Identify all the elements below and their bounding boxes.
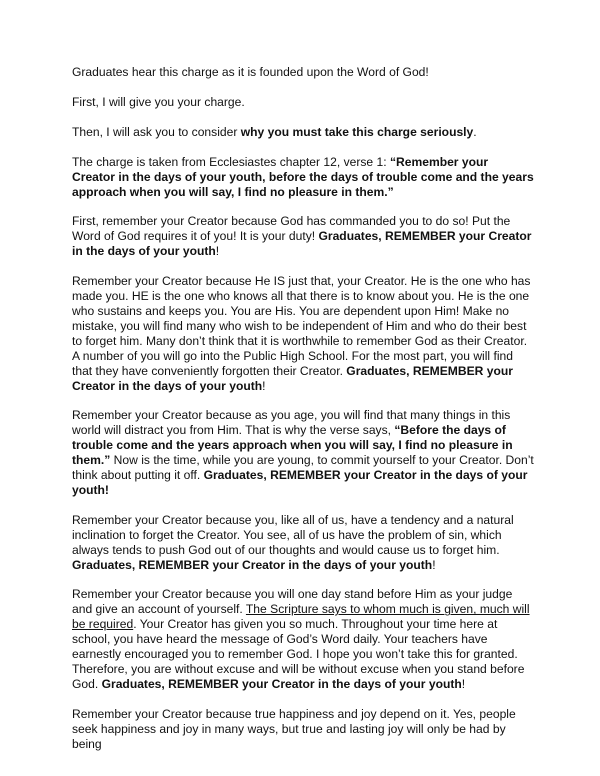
command-text: First, remember your Creator because God has commanded you to do so! Put the Word of God requires it of you! It is your duty! (72, 214, 511, 244)
judge-text: Remember your Creator because you will one day stand before Him as your judge and give an account of yourself. (72, 587, 513, 617)
age-text-2: Now is the time, while you are young, to commit yourself to your Creator. Don’t think about putting it off. (72, 453, 534, 483)
paragraph-judge (72, 587, 534, 691)
paragraph-scripture (72, 155, 534, 200)
consider-end: . (473, 124, 477, 139)
paragraph-intro (72, 65, 534, 80)
paragraph-age (72, 408, 534, 497)
creator-text: Remember your Creator because He IS just that, your Creator. He is the one who has made you. HE is the one who knows all that there is to know about you. He is the one who sustains and keeps you. You are His. You are dependent upon Him! Make no mistake, you will find many who wish to be independent of Him and who do their best to forget him. Many don’t think that it is worthwhile to remember God as their Creator. A number of you will go into the Public High School. For the most part, you will find that they have conveniently forgotten their Creator. (72, 274, 531, 378)
first-charge-text: First, I will give you your charge. (72, 94, 245, 109)
paragraph-command (72, 214, 534, 259)
sin-end: ! (432, 557, 436, 572)
age-quote: “Before the days of trouble come and the years approach when you will say, I find no pleasure in them.” (72, 423, 513, 468)
judge-text-2: . Your Creator has given you so much. Throughout your time here at school, you have heard the message of God’s Word daily. Your teachers have earnestly encouraged you to remember God. I hope you won’t take this for granted. Therefore, you are without excuse and will be without excuse when you stand before God. (72, 617, 525, 691)
paragraph-creator (72, 274, 534, 393)
intro-text: Graduates hear this charge as it is founded upon the Word of God! (72, 65, 429, 79)
consider-text: Then, I will ask you to consider (72, 124, 241, 139)
paragraph-consider (72, 125, 534, 140)
scripture-quote: “Remember your Creator in the days of your youth, before the days of trouble come and the years approach when you will say, I find no pleasure in them.” (72, 154, 534, 199)
age-text: Remember your Creator because as you age, you will find that many things in this world will distract you from Him. That is why the verse says, (72, 408, 511, 438)
paragraph-joy (72, 707, 534, 752)
joy-text: Remember your Creator because true happiness and joy depend on it. Yes, people seek happiness and joy in many ways, but true and lasting joy will only be had by being (72, 706, 516, 751)
command-end: ! (215, 244, 220, 259)
sin-text: Remember your Creator because you, like all of us, have a tendency and a natural inclination to forget the Creator. You see, all of us have the problem of sin, which always tends to push God out of our thoughts and would cause us to forget him. (72, 512, 514, 557)
judge-underlined-scripture: The Scripture says to whom much is given, much will be required (72, 602, 530, 632)
paragraph-first-charge (72, 95, 534, 110)
sin-refrain: Graduates, REMEMBER your Creator in the days of your youth (72, 557, 433, 572)
age-refrain: Graduates, REMEMBER your Creator in the days of your youth! (72, 468, 528, 497)
document-page (72, 65, 534, 767)
scripture-intro: The charge is taken from Ecclesiastes chapter 12, verse 1: (72, 154, 390, 169)
creator-end: ! (262, 378, 266, 393)
creator-refrain: Graduates, REMEMBER your Creator in the days of your youth (72, 363, 513, 393)
command-refrain: Graduates, REMEMBER your Creator in the days of your youth (72, 229, 532, 259)
judge-refrain: Graduates, REMEMBER your Creator in the days of your youth (101, 676, 462, 691)
paragraph-sin (72, 513, 534, 573)
judge-end: ! (461, 676, 466, 691)
consider-emphasis: why you must take this charge seriously (240, 124, 474, 139)
